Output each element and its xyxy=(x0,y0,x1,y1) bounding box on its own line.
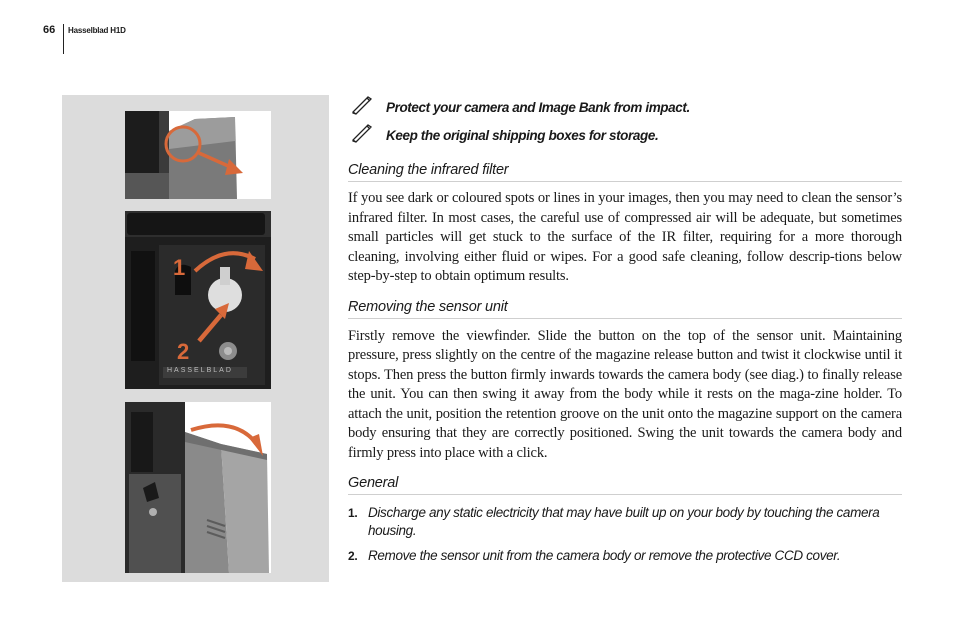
list-item xyxy=(348,547,902,565)
note-item xyxy=(348,124,902,152)
heading-infrared: Cleaning the infrared filter xyxy=(348,162,902,182)
list-item xyxy=(348,504,902,540)
photo-release-button xyxy=(125,211,271,389)
list-item-text: Remove the sensor unit from the camera body or remove the protective CCD cover. xyxy=(368,548,841,563)
general-list xyxy=(348,504,902,565)
pencil-icon xyxy=(350,124,374,144)
header-divider xyxy=(63,24,64,54)
note-text: Protect your camera and Image Bank from impact. xyxy=(386,100,690,115)
photo-swing-unit xyxy=(125,402,271,573)
photo-slide-button xyxy=(125,111,271,199)
callout-1: 1 xyxy=(173,255,186,280)
running-title: Hasselblad H1D xyxy=(68,26,126,35)
photo-sidebar xyxy=(62,95,329,582)
main-content xyxy=(348,96,902,565)
paragraph-infrared: If you see dark or coloured spots or lines in your images, then you may need to clean the sensor’s infrared filter. In most cases, the careful use of compressed air will be adequate, but sometimes small particles will get stuck to the surface of the IR filter, requiring for a more thorough cleaning, involving either fluid or wipes. For a good safe cleaning, follow descrip-tions below step-by-step to obtain optimum results. xyxy=(348,190,902,284)
list-item-number: 1. xyxy=(348,506,358,520)
list-item-number: 2. xyxy=(348,549,358,563)
list-item-text: Discharge any static electricity that may have built up on your body by touching the camera housing. xyxy=(368,505,880,538)
brand-plate: HASSELBLAD xyxy=(167,367,233,374)
callout-2: 2 xyxy=(177,339,190,364)
note-text: Keep the original shipping boxes for storage. xyxy=(386,128,659,143)
page-number: 66 xyxy=(43,24,56,36)
heading-removing: Removing the sensor unit xyxy=(348,299,902,319)
pencil-icon xyxy=(350,96,374,116)
paragraph-removing: Firstly remove the viewfinder. Slide the button on the top of the sensor unit. Maintaining pressure, press slightly on the centre of the magazine release button and twist it clockwise until it stops. Then press the button firmly inwards towards the camera body (see diag.) to finally release the unit. You can then swing it away from the body while it rests on the maga-zine holder. To attach the unit, position the retention groove on the unit onto the magazine support on the camera body ensuring that they are correctly positioned. Swing the unit towards the camera body and firmly press into place with a click. xyxy=(348,327,902,461)
note-item xyxy=(348,96,902,124)
heading-general: General xyxy=(348,475,902,495)
